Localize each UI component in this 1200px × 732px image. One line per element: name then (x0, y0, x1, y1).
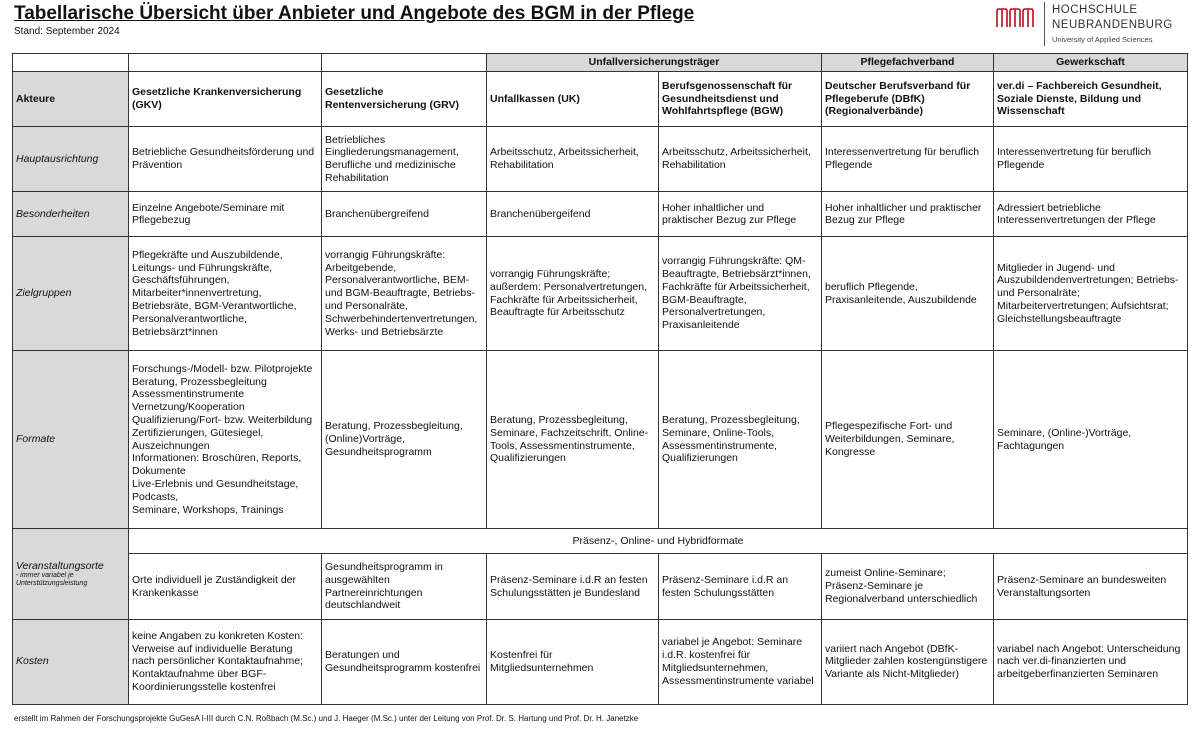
table-cell: Hoher inhaltlicher und praktischer Bezug zur Pflege (822, 192, 994, 237)
table-cell: Arbeitsschutz, Arbeitssicherheit, Rehabilitation (487, 127, 659, 192)
table-cell: vorrangig Führungskräfte; außerdem: Personalvertretungen, Fachkräfte für Arbeitssicherheit, Beauftragte für Arbeitsschutz (487, 237, 659, 350)
table-row-veranstaltungsorte (13, 554, 1188, 619)
table-cell: Orte individuell je Zuständigkeit der Krankenkasse (129, 554, 322, 619)
table-cell: Präsenz-Seminare i.d.R an festen Schulungsstätten (659, 554, 822, 619)
footer-credits: erstellt im Rahmen der Forschungsprojekte GuGesA I-III durch C.N. Roßbach (M.Sc.) und J. Haeger (M.Sc.) unter der Leitung von Prof. Dr. S. Hartung und Prof. Dr. H. Janetzke (14, 714, 639, 723)
header-akteure: Akteure (13, 71, 129, 126)
page-title: Tabellarische Übersicht über Anbieter und Angebote des BGM in der Pflege (14, 3, 695, 24)
table-cell: Betriebliches Eingliederungsmanagement, Berufliche und medizinische Rehabilitation (322, 127, 487, 192)
group-gewerkschaft: Gewerkschaft (994, 54, 1188, 72)
logo-text-line1: HOCHSCHULE (1052, 4, 1138, 16)
table-cell: Seminare, (Online-)Vorträge, Fachtagungen (994, 350, 1188, 529)
table-row-formate (13, 350, 1188, 529)
list-item: Beratung, Prozessbegleitung (132, 375, 267, 388)
table-cell: beruflich Pflegende, Praxisanleitende, Auszubildende (822, 237, 994, 350)
row-label-besonderheiten: Besonderheiten (13, 192, 129, 237)
list-item: Zertifizierungen, Gütesiegel, Auszeichnungen (132, 426, 264, 452)
overview-table (12, 53, 1188, 705)
group-unfallversicherung: Unfallversicherungsträger (487, 54, 822, 72)
table-cell: Interessenvertretung für beruflich Pflegende (822, 127, 994, 192)
header-bgw: Berufsgenossenschaft für Gesundheitsdienst und Wohlfahrtspflege (BGW) (659, 71, 822, 126)
table-cell: Beratung, Prozessbegleitung, (Online)Vorträge, Gesundheitsprogramm (322, 350, 487, 529)
table-cell: keine Angaben zu konkreten Kosten: Verweise auf individuelle Beratung nach persönlicher Kontaktaufnahme; Kontaktaufnahme über BGF-Koordinierungsstelle kostenfrei (129, 619, 322, 704)
table-cell: Pflegekräfte und Auszubildende, Leitungs- und Führungskräfte, Geschäftsführungen, Mitarbeiter*innenvertretung, Betriebsräte, BGM-Verantwortliche, Personalverantwortliche, Betriebsärzt*innen (129, 237, 322, 350)
table-cell-formate-gkv (129, 350, 322, 529)
table-cell: Gesundheitsprogramm in ausgewählten Partnereinrichtungen deutschlandweit (322, 554, 487, 619)
table-row-besonderheiten (13, 192, 1188, 237)
logo-text-line3: University of Applied Sciences (1052, 35, 1153, 44)
row-label-formate: Formate (13, 350, 129, 529)
header-verdi: ver.di – Fachbereich Gesundheit, Soziale Dienste, Bildung und Wissenschaft (994, 71, 1188, 126)
table-cell: Betriebliche Gesundheitsförderung und Prävention (129, 127, 322, 192)
list-item: Assessmentinstrumente (132, 388, 245, 401)
row-label-veranstaltungsorte (13, 529, 129, 619)
table-cell: Pflegespezifische Fort- und Weiterbildungen, Seminare, Kongresse (822, 350, 994, 529)
logo-text-line2: NEUBRANDENBURG (1052, 19, 1173, 31)
header-uk: Unfallkassen (UK) (487, 71, 659, 126)
group-pflegefachverband: Pflegefachverband (822, 54, 994, 72)
table-cell: Präsenz-Seminare an bundesweiten Veranstaltungsorten (994, 554, 1188, 619)
table-row-zielgruppen (13, 237, 1188, 350)
table-row-hauptausrichtung (13, 127, 1188, 192)
table-cell: Kostenfrei für Mitgliedsunternehmen (487, 619, 659, 704)
list-item: Live-Erlebnis und Gesundheitstage, Podcasts, (132, 477, 299, 503)
table-row-kosten (13, 619, 1188, 704)
group-header-row (13, 54, 1188, 72)
table-cell: Beratung, Prozessbegleitung, Seminare, Fachzeitschrift, Online-Tools, Assessmentinstrumente, Qualifizierungen (487, 350, 659, 529)
header-grv: Gesetzliche Rentenversicherung (GRV) (322, 71, 487, 126)
spanning-cell-formate: Präsenz-, Online- und Hybridformate (129, 529, 1188, 554)
table-cell: Beratung, Prozessbegleitung, Seminare, Online-Tools, Assessmentinstrumente, Qualifizierungen (659, 350, 822, 529)
row-label-kosten: Kosten (13, 619, 129, 704)
table-cell: zumeist Online-Seminare; Präsenz-Seminare je Regionalverband unterschiedlich (822, 554, 994, 619)
row-label-text: Veranstaltungsorte (16, 559, 104, 572)
table-cell: vorrangig Führungskräfte: QM-Beauftragte, Betriebsärzt*innen, Fachkräfte für Arbeitssicherheit, BGM-Beauftragte, Personalvertretungen, Praxisanleitende (659, 237, 822, 350)
header-gkv: Gesetzliche Krankenversicherung (GKV) (129, 71, 322, 126)
list-item: Informationen: Broschüren, Reports, Dokumente (132, 452, 302, 478)
list-item: Vernetzung/Kooperation (132, 401, 245, 414)
row-label-hauptausrichtung: Hauptausrichtung (13, 127, 129, 192)
table-cell: variabel je Angebot: Seminare i.d.R. kostenfrei für Mitgliedsunternehmen, Assessmentinstrumente variabel (659, 619, 822, 704)
table-cell: Einzelne Angebote/Seminare mit Pflegebezug (129, 192, 322, 237)
blank-cell (322, 54, 487, 72)
table-cell: variabel nach Angebot: Unterscheidung nach ver.di-finanzierten und arbeitgeberfinanzierten Seminaren (994, 619, 1188, 704)
list-item: Seminare, Workshops, Trainings (132, 503, 284, 516)
table-cell: Beratungen und Gesundheitsprogramm kostenfrei (322, 619, 487, 704)
table-cell: variiert nach Angebot (DBfK-Mitglieder zahlen kostengünstigere Variante als Nicht-Mitglieder) (822, 619, 994, 704)
list-item: Forschungs-/Modell- bzw. Pilotprojekte (132, 362, 313, 375)
table-cell: Präsenz-Seminare i.d.R an festen Schulungsstätten je Bundesland (487, 554, 659, 619)
row-sublabel: - immer variabel je Unterstützungsleistung (16, 572, 88, 588)
table-cell: Hoher inhaltlicher und praktischer Bezug zur Pflege (659, 192, 822, 237)
blank-cell (129, 54, 322, 72)
header-dbfk: Deutscher Berufsverband für Pflegeberufe (DBfK) (Regionalverbände) (822, 71, 994, 126)
logo-divider (1044, 2, 1045, 46)
table-row-veranstaltungsorte-span (13, 529, 1188, 554)
university-logo (996, 2, 1196, 46)
table-cell: Branchenübergreifend (322, 192, 487, 237)
list-item: Qualifizierung/Fort- bzw. Weiterbildung (132, 413, 313, 426)
table-cell: vorrangig Führungskräfte: Arbeitgebende, Personalverantwortliche, BEM- und BGM-Beauftragte, Betriebs- und Personalräte, Schwerbehindertenvertretungen, Werks- und Betriebsärzte (322, 237, 487, 350)
table-cell: Mitglieder in Jugend- und Auszubildendenvertretungen; Betriebs- und Personalräte; Mitarbeitervertretungen; Aufsichtsrat; Gleichstellungsbeauftragte (994, 237, 1188, 350)
stand-date: Stand: September 2024 (14, 26, 120, 37)
table-cell: Branchenübergeifend (487, 192, 659, 237)
university-logo-icon (996, 8, 1036, 28)
blank-cell (13, 54, 129, 72)
row-label-zielgruppen: Zielgruppen (13, 237, 129, 350)
column-header-row (13, 71, 1188, 126)
table-cell: Arbeitsschutz, Arbeitssicherheit, Rehabilitation (659, 127, 822, 192)
table-cell: Interessenvertretung für beruflich Pflegende (994, 127, 1188, 192)
table-cell: Adressiert betriebliche Interessenvertretungen der Pflege (994, 192, 1188, 237)
